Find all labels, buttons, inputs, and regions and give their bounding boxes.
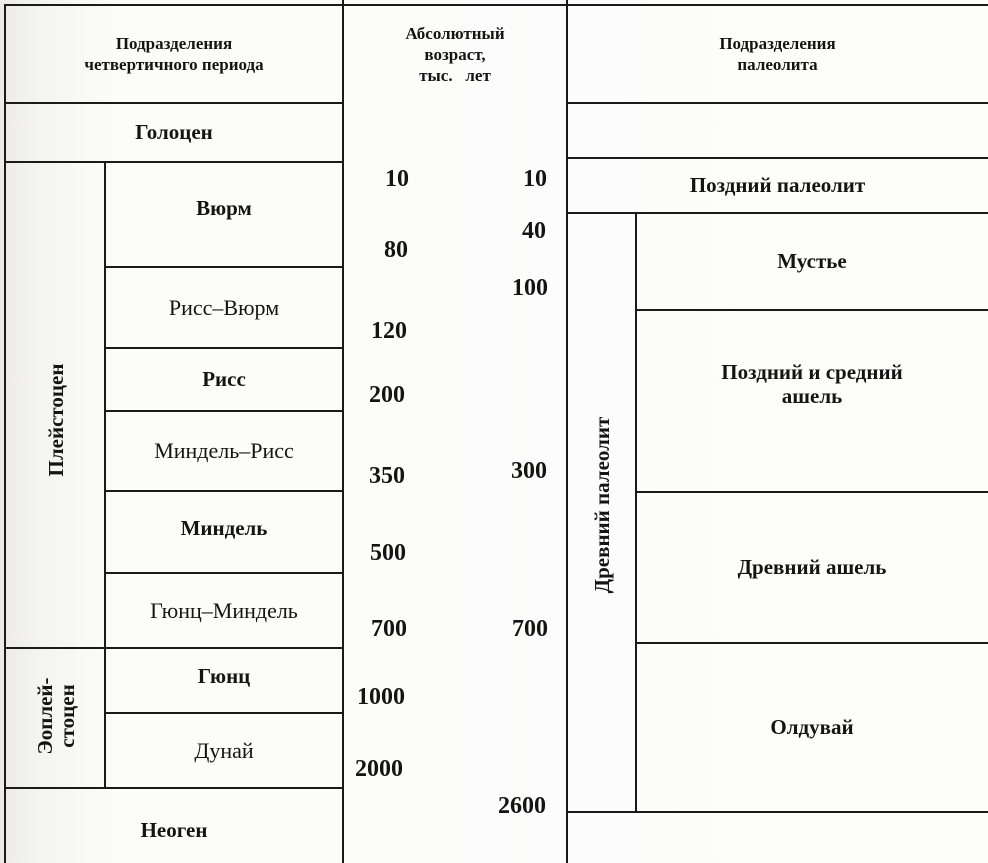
border-left xyxy=(4,5,6,863)
divider-ancient-paleolithic-inner xyxy=(635,213,637,812)
age-geo-200: 200 xyxy=(369,382,405,408)
stage-label: Древний ашель xyxy=(737,555,887,579)
line-riss-bottom xyxy=(104,410,344,412)
stage-label: Рисс–Вюрм xyxy=(168,294,280,320)
age-paleo-300: 300 xyxy=(511,458,547,484)
line-riss-wurm-bottom xyxy=(104,347,344,349)
header-absolute-age xyxy=(343,5,567,103)
line-late-paleolithic-bottom xyxy=(566,212,988,214)
cell-holocene xyxy=(5,103,343,162)
age-geo-500: 500 xyxy=(370,540,406,566)
line-ancient-paleolithic-bottom xyxy=(566,811,988,813)
neogene-label: Неоген xyxy=(140,818,208,842)
stage-mousterian xyxy=(636,213,988,310)
header-age-line3: тыс. лет xyxy=(419,65,491,85)
divider-col2-col3 xyxy=(566,0,568,863)
holocene-label: Голоцен xyxy=(135,120,213,144)
line-wurm-bottom xyxy=(104,266,344,268)
header-age-line1: Абсолютный xyxy=(405,23,505,43)
border-top xyxy=(4,4,988,6)
stage-label: Рисс xyxy=(202,367,246,391)
stage-early-acheulean xyxy=(636,492,988,643)
eopleistocene-label xyxy=(34,677,78,754)
stage-label: Олдувай xyxy=(770,715,854,739)
header-quaternary-line1: Подразделения xyxy=(115,34,233,53)
late-paleolithic-label: Поздний палеолит xyxy=(689,173,866,197)
header-quaternary-divisions xyxy=(5,5,343,103)
line-eopleistocene-bottom xyxy=(4,787,344,789)
stage-label-line2: ашель xyxy=(781,383,843,408)
stage-label: Дунай xyxy=(194,737,254,763)
line-mousterian-bottom xyxy=(635,309,988,311)
header-paleolithic-divisions xyxy=(567,5,988,103)
stage-label: Мустье xyxy=(777,249,847,273)
header-quaternary-line2: четвертичного периода xyxy=(84,55,264,74)
eopleistocene-label-line1: Эоплей- xyxy=(33,677,57,755)
stage-riss xyxy=(105,348,343,411)
pleistocene-label: Плейстоцен xyxy=(44,363,68,477)
line-late-middle-acheulean-bottom xyxy=(635,491,988,493)
stage-wurm xyxy=(105,162,343,267)
line-early-acheulean-bottom xyxy=(635,642,988,644)
age-geo-2000: 2000 xyxy=(355,756,403,782)
stage-label: Миндель–Рисс xyxy=(154,438,294,463)
age-geo-700: 700 xyxy=(371,616,407,642)
stage-danube xyxy=(105,713,343,788)
header-paleolithic-line1: Подразделения xyxy=(719,34,836,53)
divider-pleistocene-inner xyxy=(104,162,106,788)
divider-col1-col2 xyxy=(342,0,344,863)
age-paleo-700: 700 xyxy=(512,616,548,642)
age-geo-1000: 1000 xyxy=(357,684,405,710)
line-empty-top-bottom xyxy=(566,157,988,159)
line-mindel-bottom xyxy=(104,572,344,574)
stage-label: Гюнц xyxy=(197,664,251,688)
age-paleo-2600: 2600 xyxy=(498,793,546,819)
stage-label: Вюрм xyxy=(196,196,252,220)
stage-mindel xyxy=(105,491,343,573)
stage-oldowan xyxy=(636,643,988,812)
header-age-line2: возраст, xyxy=(424,44,486,64)
stage-mindel-riss xyxy=(105,411,343,491)
age-paleo-40: 40 xyxy=(522,218,546,244)
age-geo-350: 350 xyxy=(369,463,405,489)
ancient-paleolithic-label: Древний палеолит xyxy=(590,416,614,594)
line-gunz-bottom xyxy=(104,712,344,714)
header-bottom-left xyxy=(4,102,344,104)
age-paleo-100: 100 xyxy=(512,275,548,301)
stage-late-middle-acheulean xyxy=(636,310,988,492)
line-holocene-bottom xyxy=(4,161,344,163)
age-geo-120: 120 xyxy=(371,318,407,344)
age-geo-10: 10 xyxy=(385,166,409,192)
age-paleo-10: 10 xyxy=(523,166,547,192)
stage-label: Гюнц–Миндель xyxy=(150,597,298,623)
stage-label-line1: Поздний и средний xyxy=(721,359,903,384)
header-bottom-right xyxy=(566,102,988,104)
header-paleolithic-line2: палеолита xyxy=(737,55,818,74)
eopleistocene-label-line2: стоцен xyxy=(55,684,79,748)
cell-neogene xyxy=(5,788,343,863)
line-pleistocene-bottom xyxy=(4,647,344,649)
age-geo-80: 80 xyxy=(384,237,408,263)
line-mindel-riss-bottom xyxy=(104,490,344,492)
stage-gunz-mindel xyxy=(105,573,343,648)
cell-late-paleolithic xyxy=(567,158,988,213)
stage-label: Миндель xyxy=(180,515,268,540)
stage-gunz xyxy=(105,648,343,713)
stage-riss-wurm xyxy=(105,267,343,348)
